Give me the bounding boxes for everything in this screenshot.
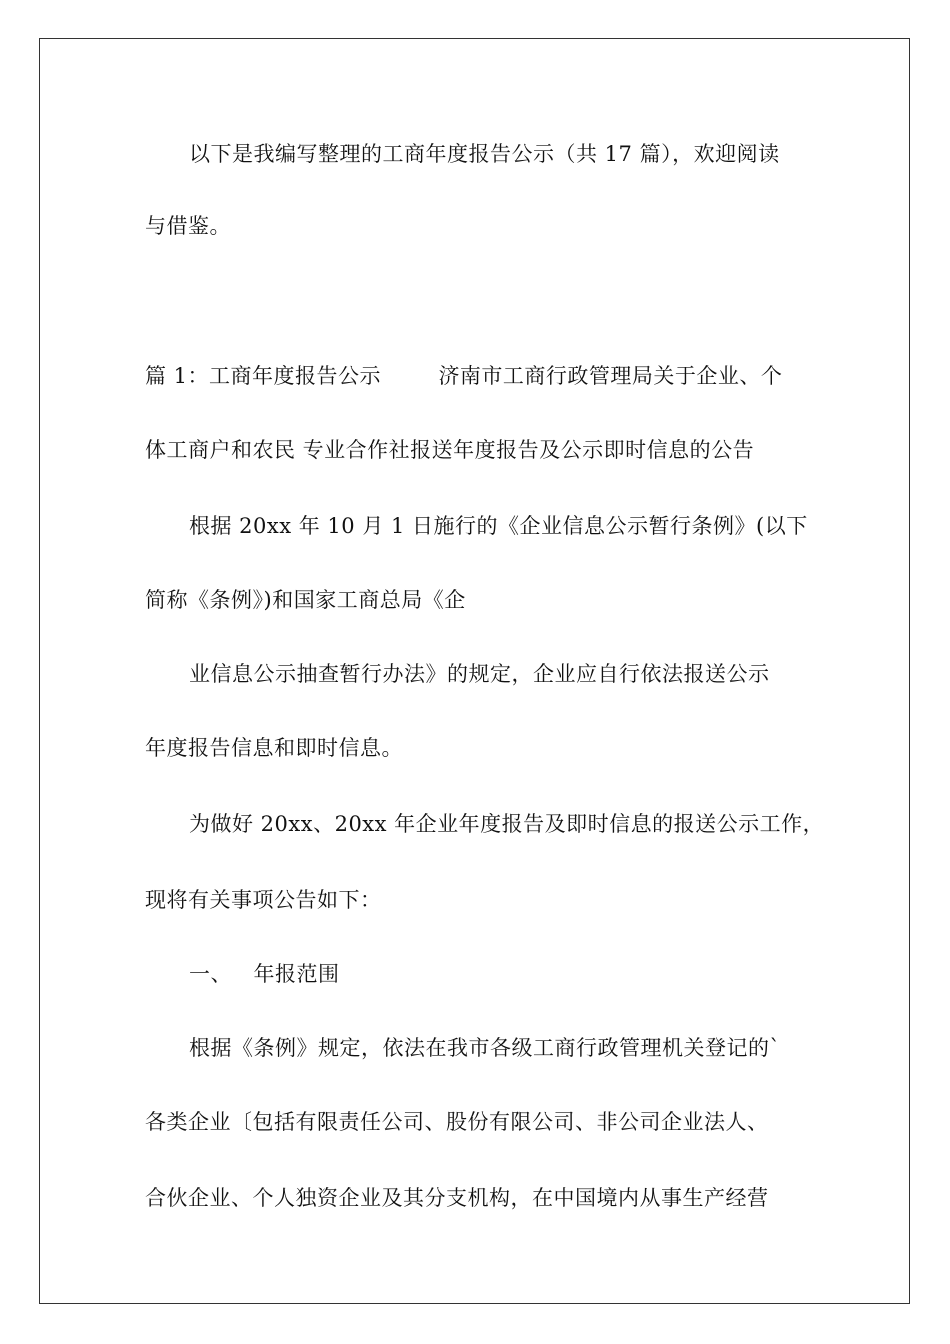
paragraph-line: 业信息公示抽查暂行办法》的规定，企业应自行依法报送公示: [189, 662, 770, 686]
intro-line-1: 以下是我编写整理的工商年度报告公示（共 17 篇），欢迎阅读: [189, 142, 780, 166]
paragraph-line: 合伙企业、个人独资企业及其分支机构，在中国境内从事生产经营: [145, 1186, 769, 1210]
subsection-heading: 一、 年报范围: [189, 962, 340, 986]
paragraph-line: 根据 20xx 年 10 月 1 日施行的《企业信息公示暂行条例》(以下: [189, 514, 808, 538]
paragraph-line: 现将有关事项公告如下：: [145, 888, 382, 912]
section-heading-line-2: 体工商户和农民 专业合作社报送年度报告及公示即时信息的公告: [145, 438, 755, 462]
intro-line-2: 与借鉴。: [145, 214, 231, 238]
paragraph-line: 简称《条例》)和国家工商总局《企: [145, 588, 466, 612]
paragraph-line: 年度报告信息和即时信息。: [145, 736, 403, 760]
paragraph-line: 根据《条例》规定，依法在我市各级工商行政管理机关登记的`: [189, 1036, 781, 1060]
paragraph-line: 各类企业〔包括有限责任公司、股份有限公司、非公司企业法人、: [145, 1110, 769, 1134]
paragraph-line: 为做好 20xx、20xx 年企业年度报告及即时信息的报送公示工作，: [189, 812, 825, 836]
section-heading-line-1: 篇 1：工商年度报告公示 济南市工商行政管理局关于企业、个: [145, 364, 783, 388]
